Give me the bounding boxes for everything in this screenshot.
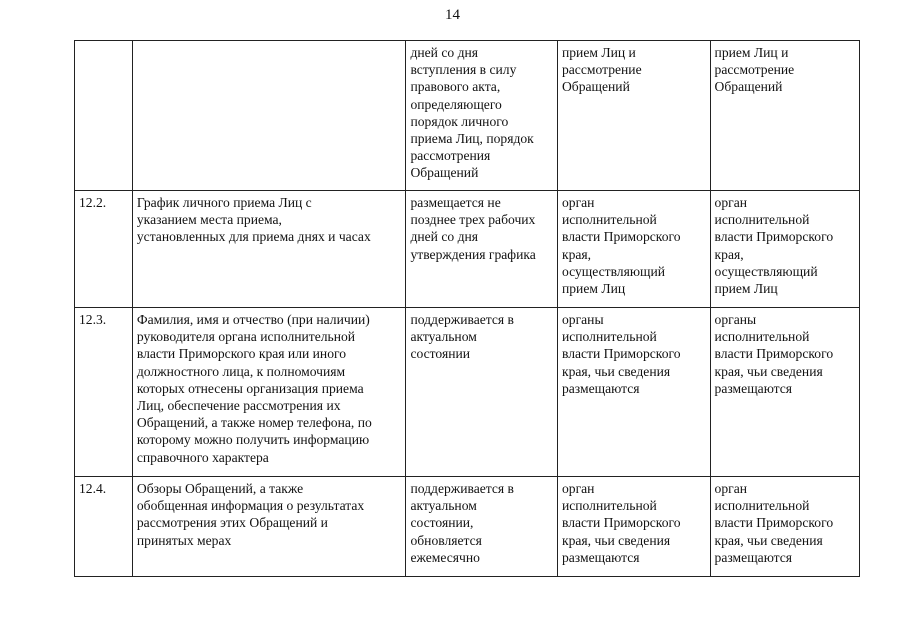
row-number: 12.4. (79, 481, 107, 496)
document-table (74, 40, 860, 577)
responsible-text: орган исполнительной власти Приморского края, чьи сведения размещаются (561, 481, 681, 565)
responsible-cell (557, 477, 710, 577)
row-number-cell (75, 477, 133, 577)
term-text: поддерживается в актуальном состоянии, обновляется ежемесячно (410, 481, 514, 565)
publisher-text: прием Лиц и рассмотрение Обращений (714, 45, 795, 95)
publisher-cell (710, 41, 859, 191)
publisher-cell (710, 191, 859, 308)
row-number-cell (75, 308, 133, 477)
publisher-text: орган исполнительной власти Приморского края, осуществляющий прием Лиц (714, 195, 834, 297)
term-cell (406, 191, 558, 308)
term-cell (406, 308, 558, 477)
table-row (75, 191, 860, 308)
item-name: Фамилия, имя и отчество (при наличии) руководителя органа исполнительной власти Приморского края или иного должностного лица, к полномочиям которых отнесены организация приема Лиц, обеспечение рассмотрения их Обращений, а также номер телефона, по которому можно получить информацию справочного характера (136, 312, 372, 465)
row-number: 12.3. (79, 312, 107, 327)
row-number-cell (75, 191, 133, 308)
responsible-text: прием Лиц и рассмотрение Обращений (561, 45, 642, 95)
item-name: Обзоры Обращений, а также обобщенная информация о результатах рассмотрения этих Обращений и принятых мерах (136, 481, 365, 548)
term-text: дней со дня вступления в силу правового акта, определяющего порядок личного приема Лиц, порядок рассмотрения Обращений (410, 45, 534, 181)
item-name-cell (132, 477, 406, 577)
table-row (75, 477, 860, 577)
responsible-cell (557, 41, 710, 191)
responsible-cell (557, 191, 710, 308)
page-number: 14 (445, 7, 460, 23)
table-row (75, 308, 860, 477)
table-row (75, 41, 860, 191)
row-number: 12.2. (79, 195, 107, 210)
publisher-cell (710, 477, 859, 577)
term-text: размещается не позднее трех рабочих дней со дня утверждения графика (410, 195, 536, 262)
publisher-text: орган исполнительной власти Приморского края, чьи сведения размещаются (714, 481, 834, 565)
item-name-cell (132, 191, 406, 308)
publisher-cell (710, 308, 859, 477)
responsible-cell (557, 308, 710, 477)
responsible-text: органы исполнительной власти Приморского края, чьи сведения размещаются (561, 312, 681, 396)
item-name-cell (132, 41, 406, 191)
responsible-text: орган исполнительной власти Приморского края, осуществляющий прием Лиц (561, 195, 681, 297)
term-cell (406, 477, 558, 577)
term-text: поддерживается в актуальном состоянии (410, 312, 514, 362)
term-cell (406, 41, 558, 191)
item-name-cell (132, 308, 406, 477)
row-number-cell (75, 41, 133, 191)
publisher-text: органы исполнительной власти Приморского края, чьи сведения размещаются (714, 312, 834, 396)
item-name: График личного приема Лиц с указанием места приема, установленных для приема днях и часах (136, 195, 371, 245)
